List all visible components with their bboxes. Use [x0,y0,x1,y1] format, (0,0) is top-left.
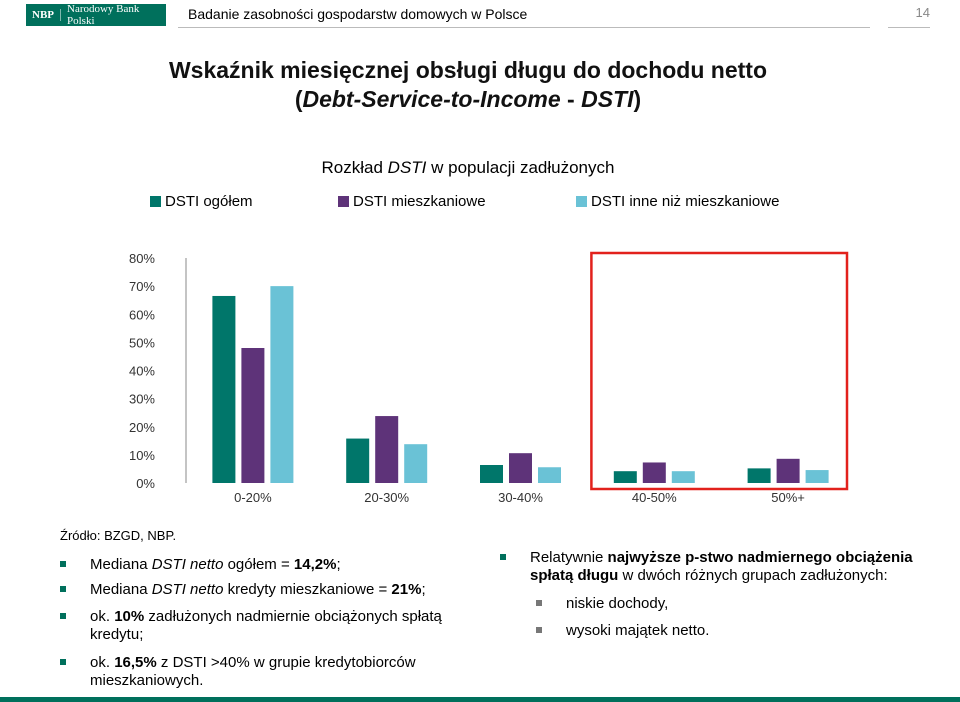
y-tick-label: 40% [128,363,155,379]
bar-1-3 [480,465,503,483]
y-tick-label: 10% [128,447,155,463]
bar-3-2 [404,444,427,483]
bar-3-5 [806,470,829,483]
bullet-text: ok. 16,5% z DSTI >40% w grupie kredytobiorców mieszkaniowych. [90,654,416,689]
sub-bullet-square-icon [536,600,542,606]
legend-item-ogolem [150,193,253,210]
x-tick-label: 30-40% [498,490,543,505]
bullet-square-icon [60,659,66,665]
source-note: Źródło: BZGD, NBP. [60,528,177,543]
y-tick-label: 80% [128,251,155,266]
left-bullet-list [60,556,470,690]
slide-title-line1: Wskaźnik miesięcznej obsługi długu do dochodu netto [168,57,768,83]
y-tick-label: 70% [128,279,155,295]
legend-item-inne [576,193,779,210]
bullet-square-icon [60,586,66,592]
bullet-text: Relatywnie najwyższe p-stwo nadmiernego obciążenia spłatą długu w dwóch różnych grupach zadłużonych: [530,549,913,584]
y-tick-label: 0% [136,476,155,491]
slide-header [0,0,960,30]
right-sub-bullet-item [536,622,920,640]
bar-2-5 [777,459,800,483]
bar-3-4 [672,471,695,483]
sub-bullet-text: wysoki majątek netto. [566,622,710,639]
x-tick-label: 50%+ [771,490,805,505]
chart-legend [0,193,960,213]
logo-mark: NBP [26,9,61,21]
bullet-text: Mediana DSTI netto ogółem = 14,2%; [90,556,341,573]
bar-1-1 [212,296,235,483]
right-bullet-list [500,549,920,640]
bar-2-4 [643,462,666,483]
y-tick-label: 60% [128,307,155,323]
sub-bullet-square-icon [536,627,542,633]
bar-1-4 [614,471,637,483]
chart-title: Rozkład DSTI w populacji zadłużonych [321,158,615,177]
legend-swatch-inne [576,196,587,207]
y-tick-label: 50% [128,335,155,351]
x-tick-label: 0-20% [234,490,272,505]
x-tick-label: 40-50% [631,490,677,505]
right-sub-bullet-item [536,595,920,613]
footer-bar [0,697,960,702]
right-bullet-item [500,549,920,585]
bar-2-1 [241,348,264,483]
legend-swatch-ogolem [150,196,161,207]
left-bullet-item [60,608,470,644]
sub-bullet-text: niskie dochody, [566,595,669,612]
logo-text: Narodowy Bank Polski [67,3,140,27]
left-bullet-item [60,581,470,599]
header-title: Badanie zasobności gospodarstw domowych w Polsce [188,6,528,22]
legend-label-mieszkaniowe: DSTI mieszkaniowe [353,193,486,210]
nbp-logo [26,4,166,26]
dsti-bar-chart [0,240,960,520]
bar-3-1 [270,286,293,483]
bullet-text: ok. 10% zadłużonych nadmiernie obciążonych spłatą kredytu; [90,608,442,643]
bullet-square-icon [60,561,66,567]
x-tick-label: 20-30% [364,490,410,505]
bullet-square-icon [60,613,66,619]
page-number: 14 [915,5,930,20]
bar-1-2 [346,439,369,483]
legend-label-inne: DSTI inne niż mieszkaniowe [591,193,780,210]
y-tick-label: 20% [128,419,155,435]
header-divider-right [888,27,930,28]
y-tick-label: 30% [128,391,155,407]
left-bullet-item [60,556,470,574]
bullet-square-icon [500,554,506,560]
bar-3-3 [538,467,561,483]
legend-label-ogolem: DSTI ogółem [165,193,253,210]
legend-swatch-mieszkaniowe [338,196,349,207]
highlight-box [591,253,847,489]
slide-title-line2: (Debt-Service-to-Income - DSTI) [294,86,642,112]
bar-1-5 [748,468,771,483]
bullet-text: Mediana DSTI netto kredyty mieszkaniowe = 21%; [90,581,426,598]
left-bullet-item [60,654,470,690]
slide-title [0,56,936,114]
legend-item-mieszkaniowe [338,193,486,210]
bar-2-2 [375,416,398,483]
bar-2-3 [509,453,532,483]
header-divider [178,27,870,28]
